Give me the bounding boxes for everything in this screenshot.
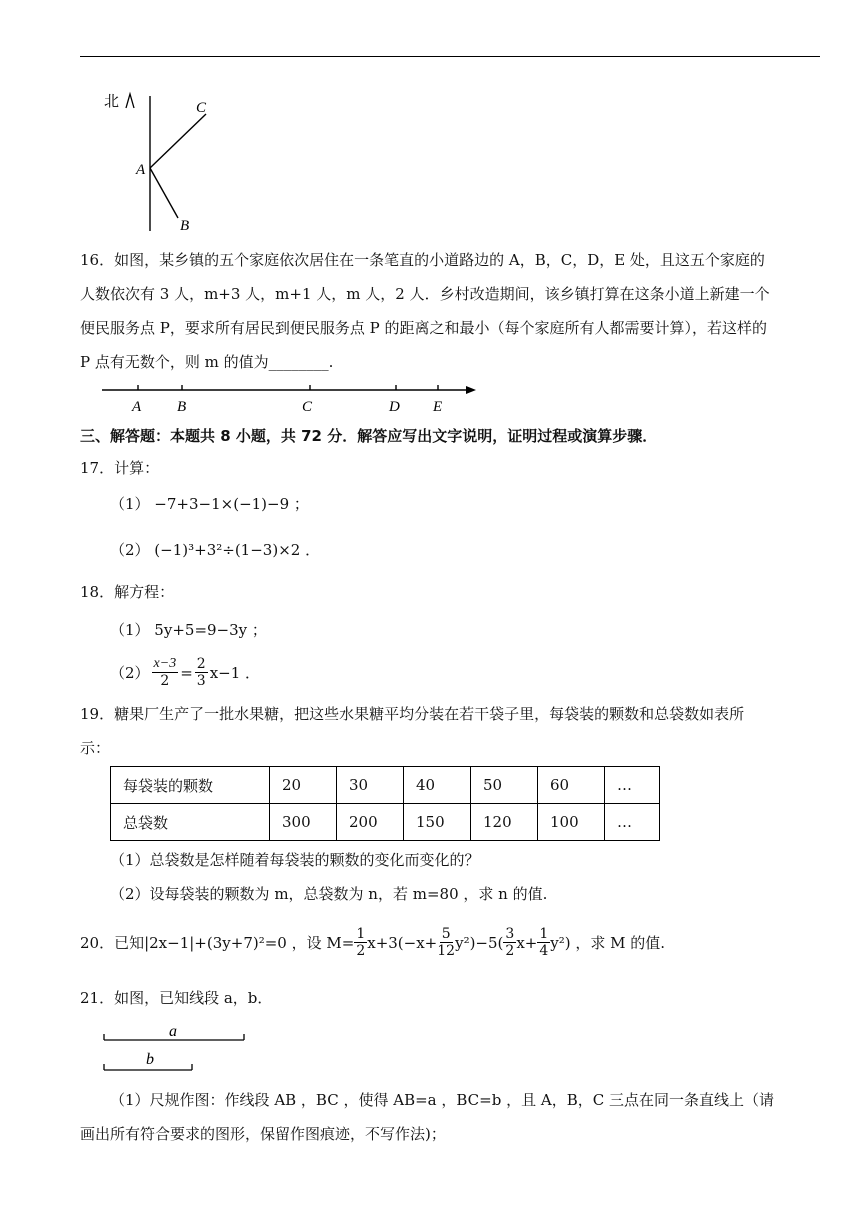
- table-row: [111, 767, 660, 804]
- point-c-label: C: [196, 100, 207, 116]
- q16-line2: 人数依次有 3 人，m+3 人，m+1 人，m 人，2 人．乡村改造期间，该乡镇打算在这条小道上新建一个: [80, 285, 770, 303]
- table-cell: 每袋装的颗数: [111, 767, 270, 804]
- fraction: $\frac{1}{2}$: [356, 926, 366, 959]
- label-e: E: [433, 399, 443, 415]
- q19-line2: 示：: [80, 739, 111, 757]
- label-c: C: [302, 399, 313, 415]
- q19-part1: （1）总袋数是怎样随着每袋装的颗数的变化而变化的？: [110, 851, 480, 869]
- candy-table: [110, 766, 660, 841]
- table-cell: 120: [471, 804, 538, 841]
- fraction: $\frac{5}{12}$: [437, 926, 456, 959]
- segments-figure: [100, 1020, 260, 1076]
- table-cell: 300: [270, 804, 337, 841]
- q18-title: 18．解方程：: [80, 583, 175, 601]
- header-rule: [80, 56, 820, 57]
- q18-part2: （2） $\frac{x-3}{2}$ = $\frac{2}{3}$ x−1 ．: [110, 656, 261, 689]
- table-cell: 40: [404, 767, 471, 804]
- ray-ac: [150, 114, 206, 168]
- point-a-label: A: [136, 162, 146, 178]
- q16-line4: P 点有无数个，则 m 的值为________.: [80, 353, 334, 371]
- north-arrow-icon: [126, 94, 134, 108]
- section-heading: 三、解答题：本题共 8 小题，共 72 分．解答应写出文字说明，证明过程或演算步骤．: [80, 427, 658, 445]
- table-cell: 150: [404, 804, 471, 841]
- table-cell: 60: [538, 767, 605, 804]
- label-d: D: [389, 399, 400, 415]
- fraction: $\frac{3}{2}$: [505, 926, 515, 959]
- table-cell: …: [605, 804, 660, 841]
- q17-part2: （2） (−1)³+3²÷(1−3)×2 ．: [110, 541, 321, 559]
- q17-part1: （1） −7+3−1×(−1)−9 ；: [110, 495, 309, 513]
- arrow-right-icon: [466, 386, 476, 394]
- number-line-figure: [100, 380, 490, 416]
- table-cell: …: [605, 767, 660, 804]
- q21-part1-line1: （1）尺规作图：作线段 AB ，BC ，使得 AB=a ，BC=b ，且 A，B，C 三点在同一条直线上（请: [110, 1091, 774, 1109]
- q16-line1: 16．如图，某乡镇的五个家庭依次居住在一条笔直的小道路边的 A，B，C，D，E 处，且这五个家庭的: [80, 251, 765, 269]
- table-cell: 100: [538, 804, 605, 841]
- q19-part2: （2）设每袋装的颗数为 m，总袋数为 n，若 m=80 ，求 n 的值.: [110, 885, 548, 903]
- q20-statement: 20．已知|2x−1|+(3y+7)²=0 ，设 M= $\frac{1}{2}$ x+3(−x+ $\frac{5}{12}$ y²)−5( $\frac{3}{2}$ x+ $\frac{1}{4}$ y²) ，求 M 的值.: [80, 926, 666, 959]
- q21-title: 21．如图，已知线段 a，b．: [80, 989, 273, 1007]
- q16-line3: 便民服务点 P，要求所有居民到便民服务点 P 的距离之和最小（每个家庭所有人都需要计算），若这样的: [80, 319, 767, 337]
- fraction: $\frac{x-3}{2}$: [153, 656, 177, 689]
- direction-figure: [100, 86, 220, 236]
- table-cell: 50: [471, 767, 538, 804]
- q18-part1: （1） 5y+5=9−3y ；: [110, 621, 267, 639]
- q19-line1: 19．糖果厂生产了一批水果糖，把这些水果糖平均分装在若干袋子里，每袋装的颗数和总袋数如表所: [80, 705, 745, 723]
- segment-b-label: b: [146, 1051, 154, 1068]
- label-a: A: [132, 399, 142, 415]
- point-b-label: B: [180, 218, 190, 234]
- north-label: 北: [104, 92, 120, 110]
- q21-part1-line2: 画出所有符合要求的图形，保留作图痕迹，不写作法)；: [80, 1125, 446, 1143]
- table-row: [111, 804, 660, 841]
- fraction: $\frac{1}{4}$: [539, 926, 549, 959]
- table-cell: 20: [270, 767, 337, 804]
- q17-title: 17．计算：: [80, 459, 160, 477]
- table-cell: 200: [337, 804, 404, 841]
- table-cell: 30: [337, 767, 404, 804]
- ray-ab: [150, 168, 178, 218]
- segment-a-label: a: [169, 1023, 177, 1040]
- fraction: $\frac{2}{3}$: [196, 656, 206, 689]
- table-cell: 总袋数: [111, 804, 270, 841]
- q18-part2-label: （2）: [110, 664, 150, 682]
- label-b: B: [177, 399, 187, 415]
